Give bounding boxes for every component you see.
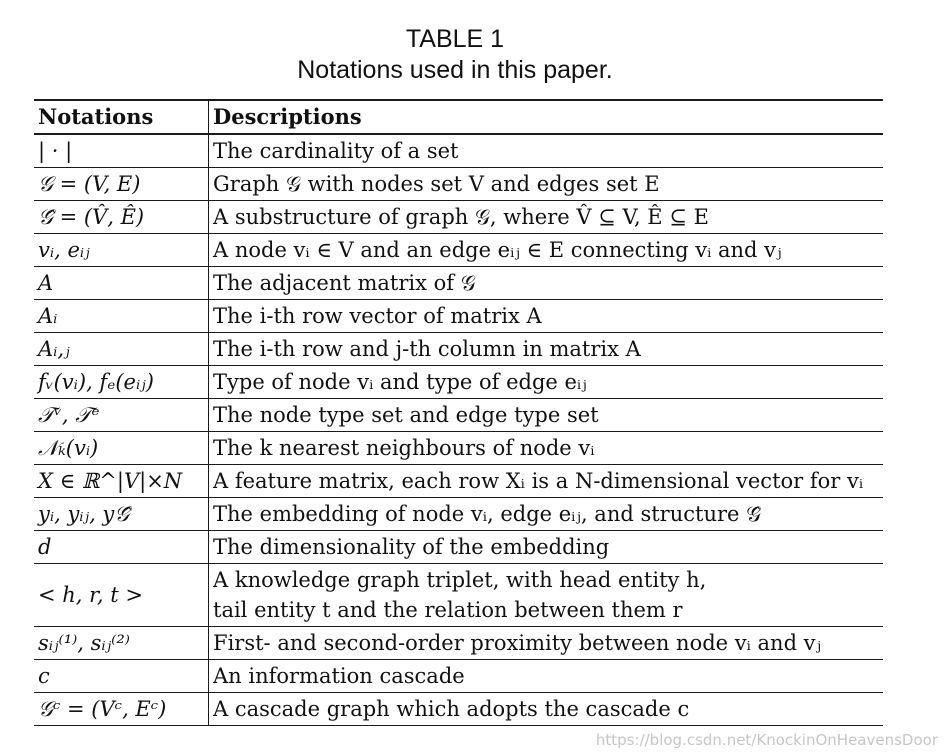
description-cell: A node vᵢ ∈ V and an edge eᵢⱼ ∈ E connecting vᵢ and vⱼ <box>209 234 884 267</box>
description-cell: The k nearest neighbours of node vᵢ <box>209 432 884 465</box>
notation-cell: 𝒩ₖ(vᵢ) <box>34 432 209 465</box>
table-row <box>34 432 883 465</box>
notation-cell: vᵢ, eᵢⱼ <box>34 234 209 267</box>
notation-cell: 𝒢̂ = (V̂, Ê) <box>34 201 209 234</box>
table-row <box>34 693 883 726</box>
description-cell: The i-th row vector of matrix A <box>209 300 884 333</box>
notation-cell: Aᵢ,ⱼ <box>34 333 209 366</box>
notation-cell: 𝒯ᵛ, 𝒯ᵉ <box>34 399 209 432</box>
notation-table <box>34 99 883 726</box>
notation-cell: X ∈ ℝ^|V|×N <box>34 465 209 498</box>
table-row <box>34 627 883 660</box>
table-row <box>34 366 883 399</box>
description-cell: A cascade graph which adopts the cascade c <box>209 693 884 726</box>
notation-cell: d <box>34 531 209 564</box>
table-row <box>34 564 883 627</box>
notation-cell: fᵥ(vᵢ), fₑ(eᵢⱼ) <box>34 366 209 399</box>
notation-cell: 𝒢ᶜ = (Vᶜ, Eᶜ) <box>34 693 209 726</box>
table-row <box>34 234 883 267</box>
description-cell: Graph 𝒢 with nodes set V and edges set E <box>209 168 884 201</box>
description-line-2: tail entity t and the relation between them r <box>213 598 683 622</box>
table-row <box>34 134 883 168</box>
table-row <box>34 531 883 564</box>
notation-cell: c <box>34 660 209 693</box>
notation-cell: | · | <box>34 134 209 168</box>
description-cell: Type of node vᵢ and type of edge eᵢⱼ <box>209 366 884 399</box>
table-header-row <box>34 100 883 134</box>
table-caption: Notations used in this paper. <box>297 56 613 84</box>
description-cell: The adjacent matrix of 𝒢 <box>209 267 884 300</box>
notation-cell: yᵢ, yᵢⱼ, y𝒢̂ <box>34 498 209 531</box>
table-row <box>34 201 883 234</box>
description-cell: The node type set and edge type set <box>209 399 884 432</box>
description-cell: An information cascade <box>209 660 884 693</box>
notation-cell: 𝒢 = (V, E) <box>34 168 209 201</box>
notation-cell: < h, r, t > <box>34 564 209 627</box>
notation-cell: Aᵢ <box>34 300 209 333</box>
watermark: https://blog.csdn.net/KnockinOnHeavensDoor <box>595 731 938 749</box>
table-number: TABLE 1 <box>405 25 505 53</box>
description-cell: The dimensionality of the embedding <box>209 531 884 564</box>
table-row <box>34 300 883 333</box>
description-cell: A substructure of graph 𝒢, where V̂ ⊆ V, Ê ⊆ E <box>209 201 884 234</box>
description-cell <box>209 564 884 627</box>
table-row <box>34 660 883 693</box>
header-descriptions: Descriptions <box>209 100 884 134</box>
header-notations: Notations <box>34 100 209 134</box>
notation-cell: A <box>34 267 209 300</box>
description-line-1: A knowledge graph triplet, with head entity h, <box>213 568 707 592</box>
description-cell: A feature matrix, each row Xᵢ is a N-dimensional vector for vᵢ <box>209 465 884 498</box>
description-cell: The embedding of node vᵢ, edge eᵢⱼ, and structure 𝒢̂ <box>209 498 884 531</box>
notation-cell: sᵢⱼ⁽¹⁾, sᵢⱼ⁽²⁾ <box>34 627 209 660</box>
table-row <box>34 465 883 498</box>
description-cell: First- and second-order proximity between node vᵢ and vⱼ <box>209 627 884 660</box>
description-cell: The i-th row and j-th column in matrix A <box>209 333 884 366</box>
table-row <box>34 333 883 366</box>
table-row <box>34 498 883 531</box>
table-row <box>34 168 883 201</box>
table-row <box>34 267 883 300</box>
description-cell: The cardinality of a set <box>209 134 884 168</box>
table-row <box>34 399 883 432</box>
